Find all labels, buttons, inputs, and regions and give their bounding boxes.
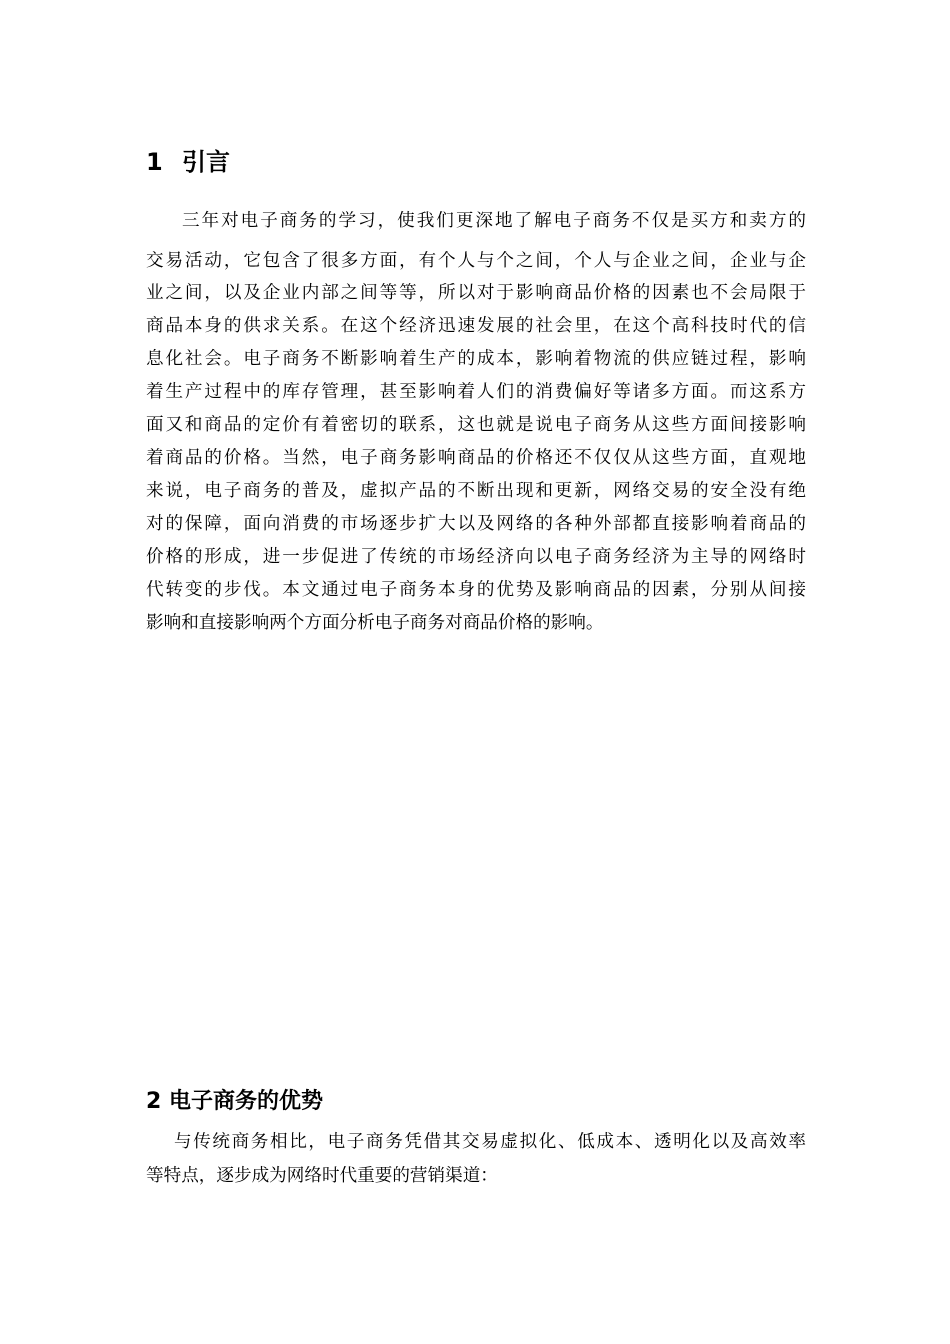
paragraph-line: 息化社会。电子商务不断影响着生产的成本，影响着物流的供应链过程，影响 <box>146 349 806 369</box>
section-1-heading <box>146 144 230 180</box>
paragraph-line: 商品本身的供求关系。在这个经济迅速发展的社会里，在这个高科技时代的信 <box>146 316 806 336</box>
section-1-title: 引言 <box>182 148 230 176</box>
paragraph-line: 与传统商务相比，电子商务凭借其交易虚拟化、低成本、透明化以及高效率 <box>174 1132 806 1152</box>
paragraph-line: 交易活动，它包含了很多方面，有个人与个之间，个人与企业之间，企业与企 <box>146 251 806 271</box>
paragraph-line: 面又和商品的定价有着密切的联系，这也就是说电子商务从这些方面间接影响 <box>146 415 806 435</box>
paragraph-line: 等特点，逐步成为网络时代重要的营销渠道： <box>146 1166 498 1186</box>
paragraph-line: 代转变的步伐。本文通过电子商务本身的优势及影响商品的因素，分别从间接 <box>146 580 806 600</box>
paragraph-line: 对的保障，面向消费的市场逐步扩大以及网络的各种外部都直接影响着商品的 <box>146 514 806 534</box>
section-1-number: 1 <box>146 148 163 176</box>
paragraph-line: 着商品的价格。当然，电子商务影响商品的价格还不仅仅从这些方面，直观地 <box>146 448 806 468</box>
paragraph-line: 价格的形成，进一步促进了传统的市场经济向以电子商务经济为主导的网络时 <box>146 547 806 567</box>
paragraph-line: 来说，电子商务的普及，虚拟产品的不断出现和更新，网络交易的安全没有绝 <box>146 481 806 501</box>
paragraph-line: 三年对电子商务的学习，使我们更深地了解电子商务不仅是买方和卖方的 <box>182 211 806 231</box>
paragraph-line: 着生产过程中的库存管理，甚至影响着人们的消费偏好等诸多方面。而这系方 <box>146 382 806 402</box>
paragraph-line: 业之间，以及企业内部之间等等，所以对于影响商品价格的因素也不会局限于 <box>146 283 806 303</box>
section-2-heading: 2 电子商务的优势 <box>146 1089 323 1114</box>
paragraph-line: 影响和直接影响两个方面分析电子商务对商品价格的影响。 <box>146 613 604 633</box>
